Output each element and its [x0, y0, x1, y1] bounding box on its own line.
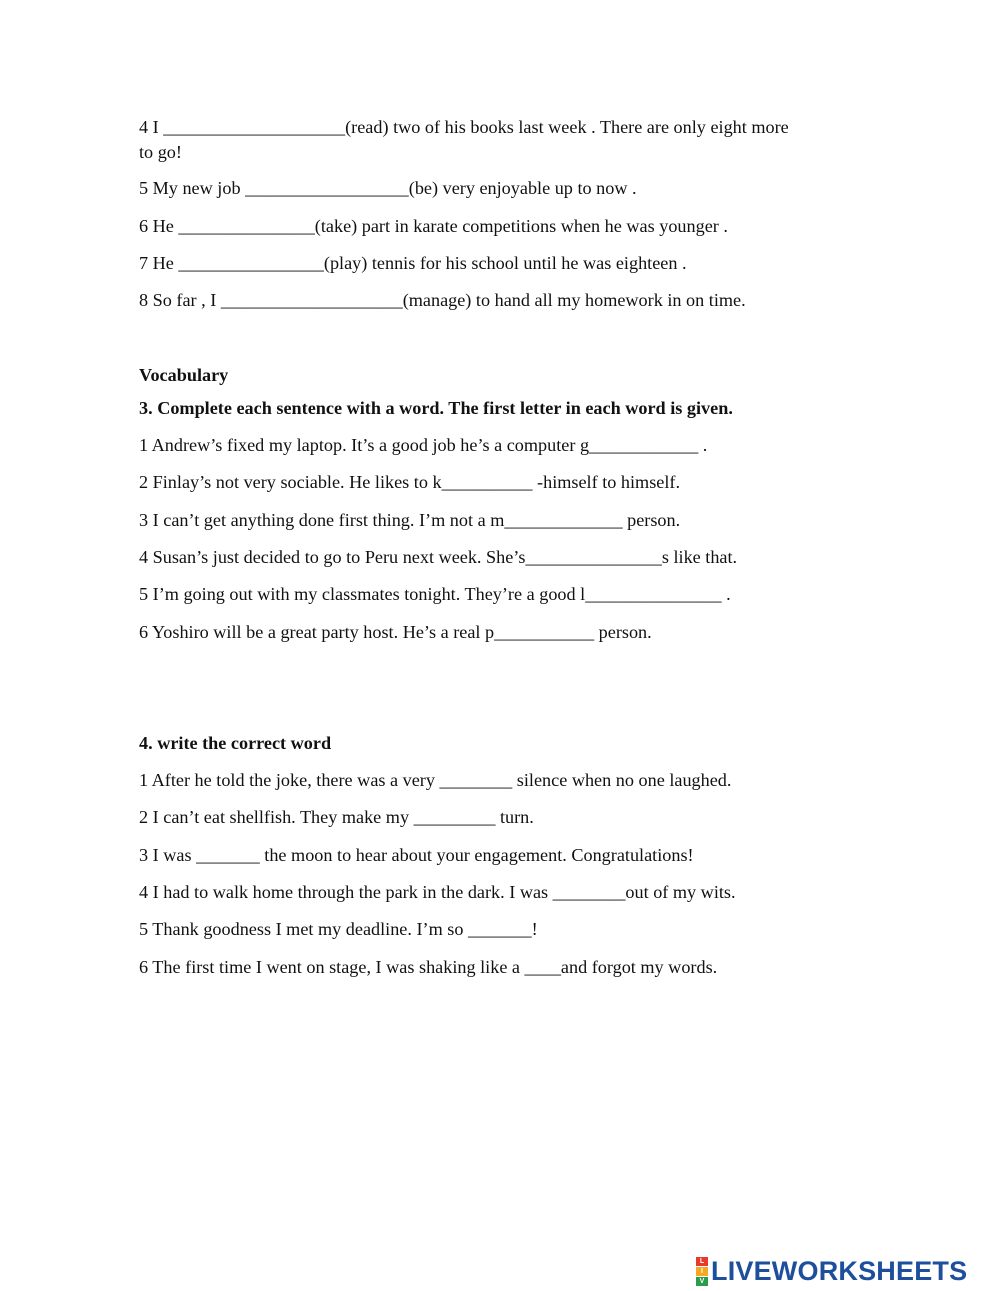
- exercise-4-instruction: 4. write the correct word: [139, 733, 332, 753]
- logo-icon-block-l: L: [696, 1257, 708, 1266]
- exercise-4-item-1: 1 After he told the joke, there was a very ________ silence when no one laughed.: [139, 770, 732, 790]
- exercise-3-item-5: 5 I’m going out with my classmates tonight. They’re a good l_______________ .: [139, 584, 731, 604]
- liveworksheets-logo-icon: [696, 1257, 708, 1286]
- exercise-4-item-2: 2 I can’t eat shellfish. They make my _________ turn.: [139, 807, 534, 827]
- exercise-2-item-8: 8 So far , I ____________________(manage) to hand all my homework in on time.: [139, 290, 746, 310]
- logo-icon-block-v: V: [696, 1277, 708, 1286]
- exercise-2-item-4-cont: to go!: [139, 142, 182, 162]
- exercise-2-item-6: 6 He _______________(take) part in karate competitions when he was younger .: [139, 216, 728, 236]
- exercise-2-item-4: 4 I ____________________(read) two of his books last week . There are only eight more: [139, 117, 789, 137]
- exercise-3-item-6: 6 Yoshiro will be a great party host. He’s a real p___________ person.: [139, 622, 652, 642]
- exercise-3-item-3: 3 I can’t get anything done first thing. I’m not a m_____________ person.: [139, 510, 681, 530]
- exercise-3-instruction: 3. Complete each sentence with a word. The first letter in each word is given.: [139, 398, 733, 418]
- exercise-3-item-1: 1 Andrew’s fixed my laptop. It’s a good job he’s a computer g____________ .: [139, 435, 708, 455]
- liveworksheets-logo-text: LIVEWORKSHEETS: [711, 1255, 968, 1286]
- exercise-4-item-5: 5 Thank goodness I met my deadline. I’m so _______!: [139, 919, 538, 939]
- exercise-4-item-3: 3 I was _______ the moon to hear about your engagement. Congratulations!: [139, 845, 694, 865]
- vocabulary-heading: Vocabulary: [139, 365, 229, 385]
- exercise-3-item-2: 2 Finlay’s not very sociable. He likes to k__________ -himself to himself.: [139, 472, 681, 492]
- exercise-4-item-6: 6 The first time I went on stage, I was shaking like a ____and forgot my words.: [139, 957, 718, 977]
- logo-icon-block-i: I: [696, 1267, 708, 1276]
- exercise-3-item-4: 4 Susan’s just decided to go to Peru next week. She’s_______________s like that.: [139, 547, 738, 567]
- liveworksheets-logo: [696, 1256, 967, 1286]
- exercise-4-item-4: 4 I had to walk home through the park in the dark. I was ________out of my wits.: [139, 882, 736, 902]
- exercise-2-item-7: 7 He ________________(play) tennis for his school until he was eighteen .: [139, 253, 687, 273]
- exercise-2-item-5: 5 My new job __________________(be) very enjoyable up to now .: [139, 178, 637, 198]
